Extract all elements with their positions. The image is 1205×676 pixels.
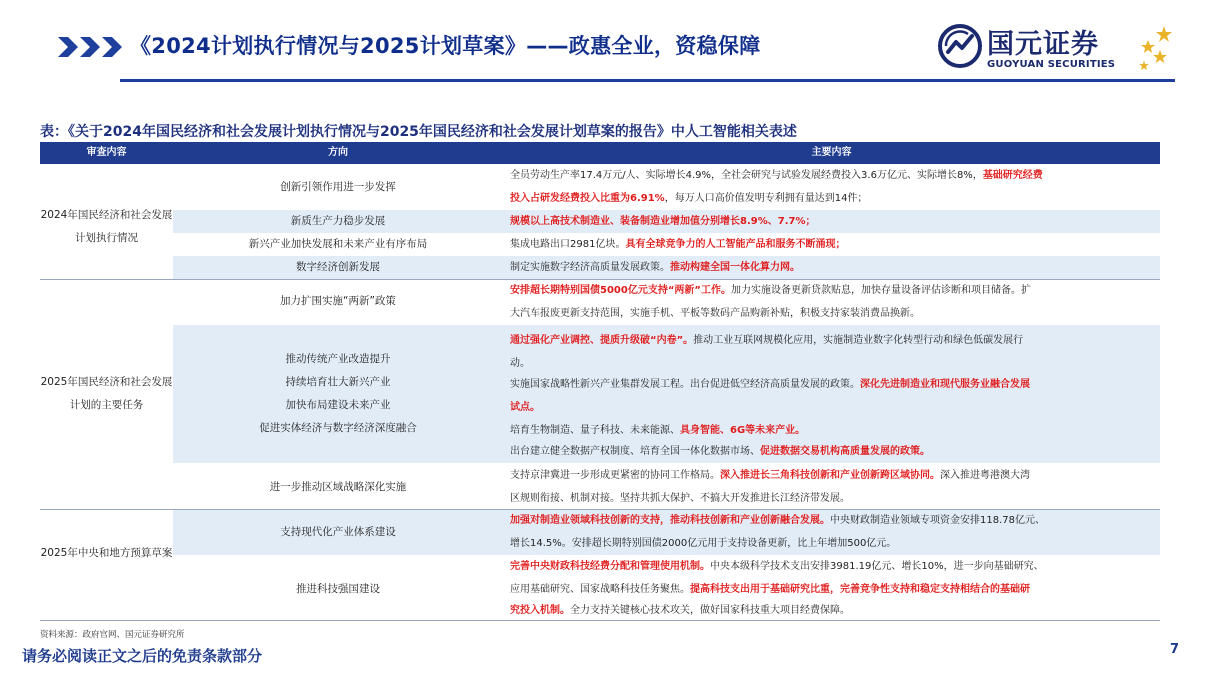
content-line: 安排超长期特别国债5000亿元支持“两新”工作。加力实施设备更新贷款贴息，加快存量设备评估诊断和项目储备。扩 (510, 285, 1031, 296)
page-title: 《2024计划执行情况与2025计划草案》——政惠全业，资稳保障 (130, 34, 761, 58)
content-line: 支持京津冀进一步形成更紧密的协同工作格局。深入推进长三角科技创新和产业创新跨区域协同。深入推进粤港澳大湾 (510, 470, 1030, 481)
content-line: 大汽车报废更新支持范围，实施手机、平板等数码产品购新补贴，积极支持家装消费品换新。 (510, 308, 920, 319)
direction-cell: 促进实体经济与数字经济深度融合 (259, 422, 417, 434)
table-header-row (40, 142, 1160, 164)
section-label-2024: 2024年国民经济和社会发展计划执行情况 (40, 209, 173, 244)
content-line: 加强对制造业领域科技创新的支持，推动科技创新和产业创新融合发展。中央财政制造业领域专项资金安排118.78亿元、 (510, 515, 1045, 526)
source-note: 资料来源：政府官网、国元证券研究所 (40, 630, 185, 640)
guoyuan-logo-icon (938, 24, 982, 68)
chevron-arrows-icon (58, 37, 124, 57)
page-number: 7 (1170, 642, 1180, 657)
logo-chinese-name: 国元证券 (987, 29, 1099, 60)
content-line: 培育生物制造、量子科技、未来能源、具身智能、6G等未来产业。 (510, 425, 806, 436)
content-line: 集成电路出口2981亿块。具有全球竞争力的人工智能产品和服务不断涌现； (510, 239, 846, 250)
direction-cell: 数字经济创新发展 (296, 261, 380, 273)
content-line: 出台建立健全数据产权制度、培育全国一体化数据市场、促进数据交易机构高质量发展的政策。 (510, 446, 930, 457)
slide-header (0, 0, 1205, 90)
content-line: 究投入机制。全力支持关键核心技术攻关，做好国家科技重大项目经费保障。 (510, 605, 850, 616)
direction-cell: 新兴产业加快发展和未来产业有序布局 (248, 238, 428, 250)
direction-cell: 推进科技强国建设 (296, 583, 380, 595)
content-line: 制定实施数字经济高质量发展政策。推动构建全国一体化算力网。 (510, 262, 800, 273)
logo-english-name: GUOYUAN SECURITIES (987, 59, 1116, 70)
section-label-2025-budget: 2025年中央和地方预算草案 (40, 547, 173, 559)
disclaimer-link: 请务必阅读正文之后的免责条款部分 (22, 647, 263, 665)
policy-table (40, 142, 1160, 621)
content-line: 应用基础研究、国家战略科技任务聚焦。提高科技支出用于基础研究比重，完善竞争性支持和稳定支持相结合的基础研 (510, 584, 1030, 595)
section-label-2025-tasks: 2025年国民经济和社会发展计划的主要任务 (40, 376, 173, 411)
header-review-content: 审查内容 (86, 147, 127, 158)
content-line: 全员劳动生产率17.4万元/人、实际增长4.9%，全社会研究与试验发展经费投入3.6万亿元、实际增长8%，基础研究经费 (510, 170, 1043, 181)
direction-cell: 新质生产力稳步发展 (290, 215, 386, 227)
header-main-content: 主要内容 (811, 147, 852, 158)
content-line: 规模以上高技术制造业、装备制造业增加值分别增长8.9%、7.7%； (510, 216, 816, 227)
content-line: 增长14.5%。安排超长期特别国债2000亿元用于支持设备更新，比上年增加500亿元。 (510, 538, 897, 549)
direction-cell: 加快布局建设未来产业 (285, 399, 391, 411)
gold-stars-icon (1138, 26, 1174, 72)
direction-cell: 支持现代化产业体系建设 (280, 526, 396, 538)
title-divider (120, 79, 1175, 82)
content-line: 通过强化产业调控、提质升级破“内卷”。推动工业互联网规模化应用，实施制造业数字化转型行动和绿色低碳发展行 (510, 335, 1024, 346)
content-line: 完善中央财政科技经费分配和管理使用机制。中央本级科学技术支出安排3981.19亿元、增长10%，进一步向基础研究、 (510, 561, 1044, 572)
content-line: 区规则衔接、机制对接。坚持共抓大保护、不搞大开发推进长江经济带发展。 (510, 493, 850, 504)
company-logo (935, 20, 1175, 78)
direction-cell: 加力扩围实施“两新”政策 (280, 295, 396, 307)
content-line: 试点。 (510, 402, 540, 413)
table-caption: 表：《关于2024年国民经济和社会发展计划执行情况与2025年国民经济和社会发展计划草案的报告》中人工智能相关表述 (40, 124, 797, 140)
direction-cell: 推动传统产业改造提升 (285, 353, 391, 365)
direction-cell: 创新引领作用进一步发挥 (280, 181, 396, 193)
content-line: 投入占研发经费投入比重为6.91%，每万人口高价值发明专利拥有量达到14件； (510, 193, 868, 204)
direction-cell: 进一步推动区域战略深化实施 (269, 481, 407, 493)
direction-cell: 持续培育壮大新兴产业 (285, 376, 391, 388)
content-line: 动。 (510, 358, 530, 369)
content-line: 实施国家战略性新兴产业集群发展工程。出台促进低空经济高质量发展的政策。深化先进制造业和现代服务业融合发展 (510, 379, 1030, 390)
header-direction: 方向 (328, 147, 348, 158)
